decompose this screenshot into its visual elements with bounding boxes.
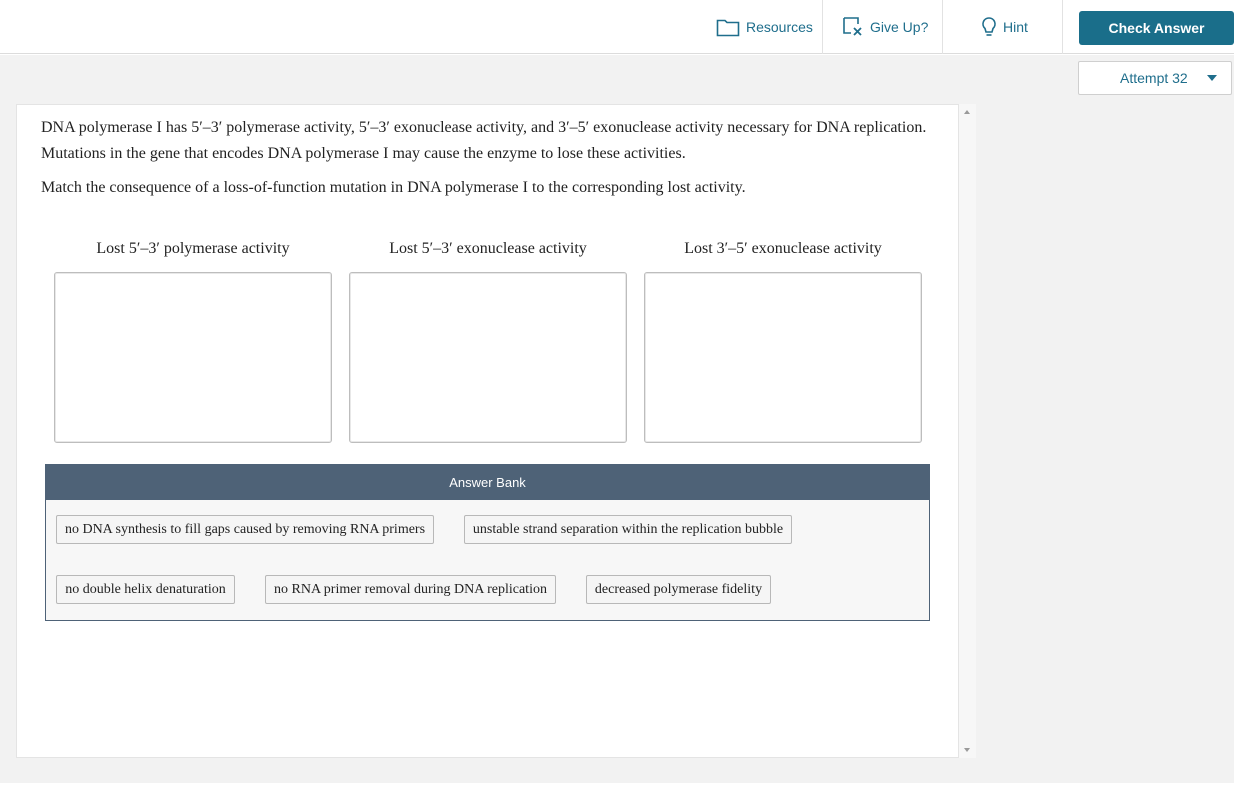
answer-bank-title: Answer Bank — [46, 465, 929, 500]
check-answer-button[interactable]: Check Answer — [1079, 11, 1234, 45]
folder-icon — [716, 17, 740, 37]
drop-zone-polymerase[interactable] — [54, 272, 332, 443]
target-heading-3-5-exonuclease: Lost 3′–5′ exonuclease activity — [684, 240, 882, 257]
hint-label: Hint — [1003, 19, 1028, 35]
give-up-button[interactable] — [842, 0, 928, 54]
answer-chip[interactable]: unstable strand separation within the replication bubble — [464, 515, 792, 544]
caret-down-icon — [1207, 75, 1217, 81]
resources-label: Resources — [746, 19, 813, 35]
attempt-dropdown[interactable] — [1078, 61, 1232, 95]
give-up-label: Give Up? — [870, 19, 929, 35]
lightbulb-icon — [981, 16, 997, 38]
scrollbar[interactable] — [958, 104, 976, 758]
answer-chip[interactable]: decreased polymerase fidelity — [586, 575, 771, 604]
target-heading-5-3-exonuclease: Lost 5′–3′ exonuclease activity — [389, 240, 587, 257]
hint-button[interactable] — [981, 0, 1028, 54]
scroll-up-icon[interactable] — [964, 110, 970, 114]
top-toolbar — [0, 0, 1234, 54]
answer-chip[interactable]: no RNA primer removal during DNA replication — [265, 575, 556, 604]
answer-chip[interactable]: no double helix denaturation — [56, 575, 235, 604]
answer-chip[interactable]: no DNA synthesis to fill gaps caused by removing RNA primers — [56, 515, 434, 544]
resources-button[interactable] — [716, 0, 813, 54]
give-up-icon — [842, 16, 864, 38]
drop-zone-3-5-exonuclease[interactable] — [644, 272, 922, 443]
question-paragraph-2: Match the consequence of a loss-of-function mutation in DNA polymerase I to the corresponding lost activity. — [41, 179, 746, 196]
scroll-down-icon[interactable] — [964, 748, 970, 752]
attempt-label: Attempt 32 — [1120, 70, 1188, 86]
question-paragraph-1: DNA polymerase I has 5′–3′ polymerase activity, 5′–3′ exonuclease activity, and 3′–5′ exonuclease activity necessary for DNA replication. Mutations in the gene that encodes DNA polymerase I may cause the enzyme to lose these activities. — [41, 119, 927, 162]
drop-zone-5-3-exonuclease[interactable] — [349, 272, 627, 443]
target-heading-polymerase: Lost 5′–3′ polymerase activity — [96, 240, 290, 257]
